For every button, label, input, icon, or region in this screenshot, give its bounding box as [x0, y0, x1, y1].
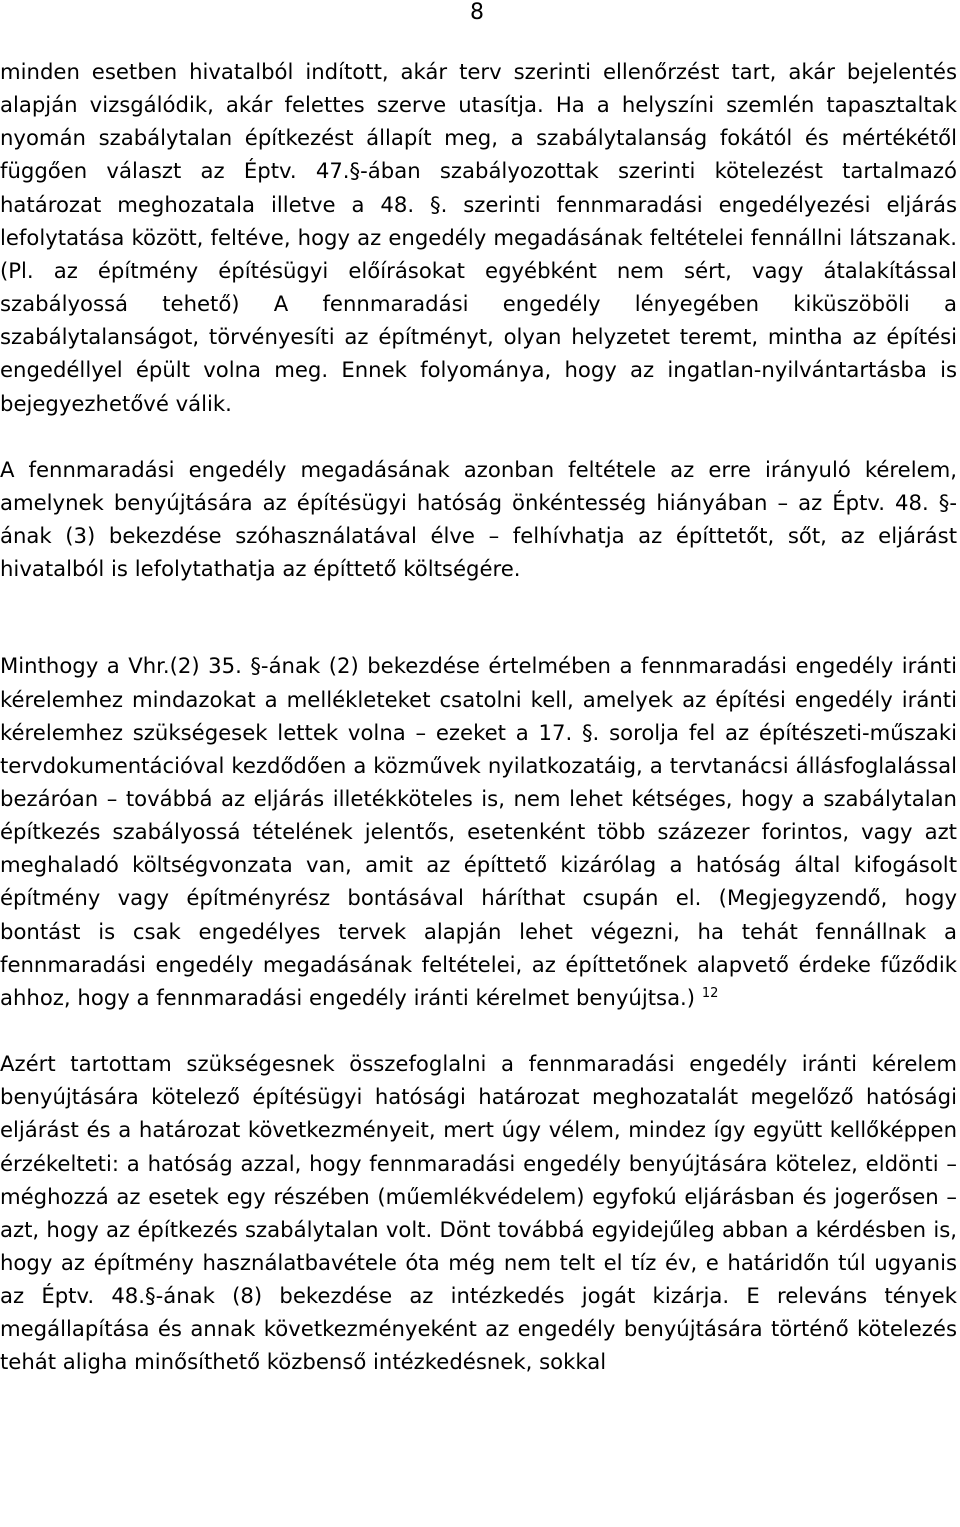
paragraph-4: Azért tartottam szükségesnek összefoglalni a fennmaradási engedély iránti kérelem benyújtására kötelező építésügyi hatósági határozat meghozatalát megelőző hatósági eljárást és a határozat következményeit, mert úgy vélem, mindez így együtt kellőképpen érzékelteti: a hatóság azzal, hogy fennmaradási engedély benyújtására kötelez, eldönti – méghozzá az esetek egy részében (műemlékvédelem) egyfokú eljárásban és jogerősen – azt, hogy az építkezés szabálytalan volt. Dönt továbbá egyidejűleg abban a kérdésben is, hogy az építmény használatbavétele óta még nem telt el tíz év, e határidőn túl ugyanis az Éptv. 48.§-ának (8) bekezdése az intézkedés jogát kizárja. E releváns tények megállapítása és annak következményeként az engedély benyújtására történő kötelezés tehát aligha minősíthető közbenső intézkedésnek, sokkal [0, 1051, 957, 1375]
paragraph-3 [0, 649, 957, 1014]
paragraph-1: minden esetben hivatalból indított, akár terv szerinti ellenőrzést tart, akár bejelentés alapján vizsgálódik, akár felettes szerve utasítja. Ha a helyszíni szemlén tapasztaltak nyomán szabálytalan építkezést állapít meg, a szabálytalanság fokától és mértékétől függően választ az Éptv. 47.§-ában szabályozottak szerinti kötelezést tartalmazó határozat meghozatala illetve a 48. §. szerinti fennmaradási engedélyezési eljárás lefolytatása között, feltéve, hogy az engedély megadásának feltételei fennállni látszanak. (Pl. az építmény építésügyi előírásokat egyébként nem sért, vagy átalakítással szabályossá tehető) A fennmaradási engedély lényegében kiküszöböli a szabálytalanságot, törvényesíti az építményt, olyan helyzetet teremt, mintha az építési engedéllyel épült volna meg. Ennek folyománya, hogy az ingatlan-nyilvántartásba is bejegyezhetővé válik. [0, 59, 957, 416]
document-body [0, 55, 957, 1379]
page-number: 8 [470, 0, 484, 25]
paragraph-3-text: Minthogy a Vhr.(2) 35. §-ának (2) bekezdése értelmében a fennmaradási engedély iránti kérelemhez mindazokat a mellékleteket csatolni kell, amelyek az építési engedély iránti kérelemhez szükségesek lettek volna – ezeket a 17. §. sorolja fel az építészeti-műszaki tervdokumentációval kezdődően a közművek nyilatkozatáig, a tervtanácsi állásfoglalással bezáróan – továbbá az eljárás illetékköteles is, nem lehet kétséges, hogy a szabálytalan építkezés szabályossá tételének jelentős, esetenként több százezer forintos, vagy azt meghaladó költségvonzata van, amit az építtető kizárólag a hatóság által kifogásolt építmény vagy építményrész bontásával háríthat csupán el. (Megjegyzendő, hogy bontást is csak engedélyes tervek alapján lehet végezni, ha tehát fennállnak a fennmaradási engedély megadásának feltételei, az építtetőnek alapvető érdeke fűződik ahhoz, hogy a fennmaradási engedély iránti kérelmet benyújtsa.) [0, 653, 957, 1010]
paragraph-2: A fennmaradási engedély megadásának azonban feltétele az erre irányuló kérelem, amelynek benyújtására az építésügyi hatóság önkéntesség hiányában – az Éptv. 48. §-ának (3) bekezdése szóhasználatával élve – felhívhatja az építtetőt, sőt, az eljárást hivatalból is lefolytathatja az építtető költségére. [0, 456, 957, 582]
footnote-reference[interactable]: 12 [701, 985, 719, 1001]
